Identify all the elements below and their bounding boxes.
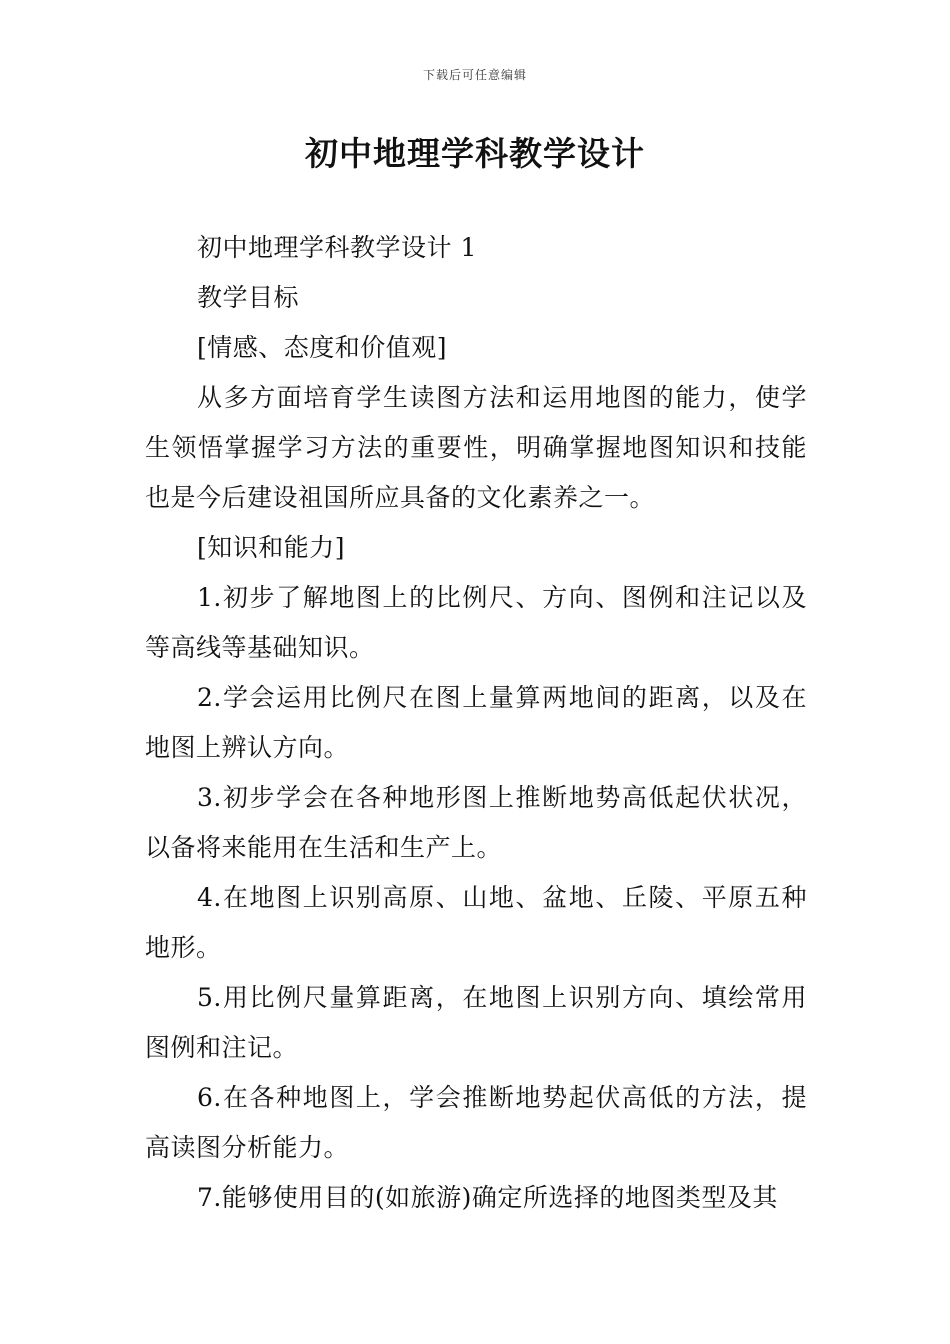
document-body bbox=[145, 223, 807, 1223]
list-item: 5.用比例尺量算距离，在地图上识别方向、填绘常用图例和注记。 bbox=[145, 983, 807, 1062]
document-title: 初中地理学科教学设计 bbox=[305, 134, 645, 173]
list-item: 6.在各种地图上，学会推断地势起伏高低的方法，提高读图分析能力。 bbox=[145, 1083, 807, 1162]
category-label: [知识和能力] bbox=[197, 533, 346, 562]
list-item: 7.能够使用目的(如旅游)确定所选择的地图类型及其 bbox=[197, 1183, 778, 1212]
subsection-heading: 教学目标 bbox=[197, 283, 300, 312]
header-note: 下载后可任意编辑 bbox=[422, 68, 527, 82]
list-item: 3.初步学会在各种地形图上推断地势高低起伏状况，以备将来能用在生活和生产上。 bbox=[145, 783, 807, 862]
list-item: 1.初步了解地图上的比例尺、方向、图例和注记以及等高线等基础知识。 bbox=[145, 583, 807, 662]
list-item: 4.在地图上识别高原、山地、盆地、丘陵、平原五种地形。 bbox=[145, 883, 807, 962]
category-label: [情感、态度和价值观] bbox=[197, 333, 448, 362]
list-item: 2.学会运用比例尺在图上量算两地间的距离，以及在地图上辨认方向。 bbox=[145, 683, 807, 762]
section-heading: 初中地理学科教学设计 1 bbox=[197, 233, 477, 262]
paragraph: 从多方面培育学生读图方法和运用地图的能力，使学生领悟掌握学习方法的重要性，明确掌握地图知识和技能也是今后建设祖国所应具备的文化素养之一。 bbox=[145, 383, 807, 512]
